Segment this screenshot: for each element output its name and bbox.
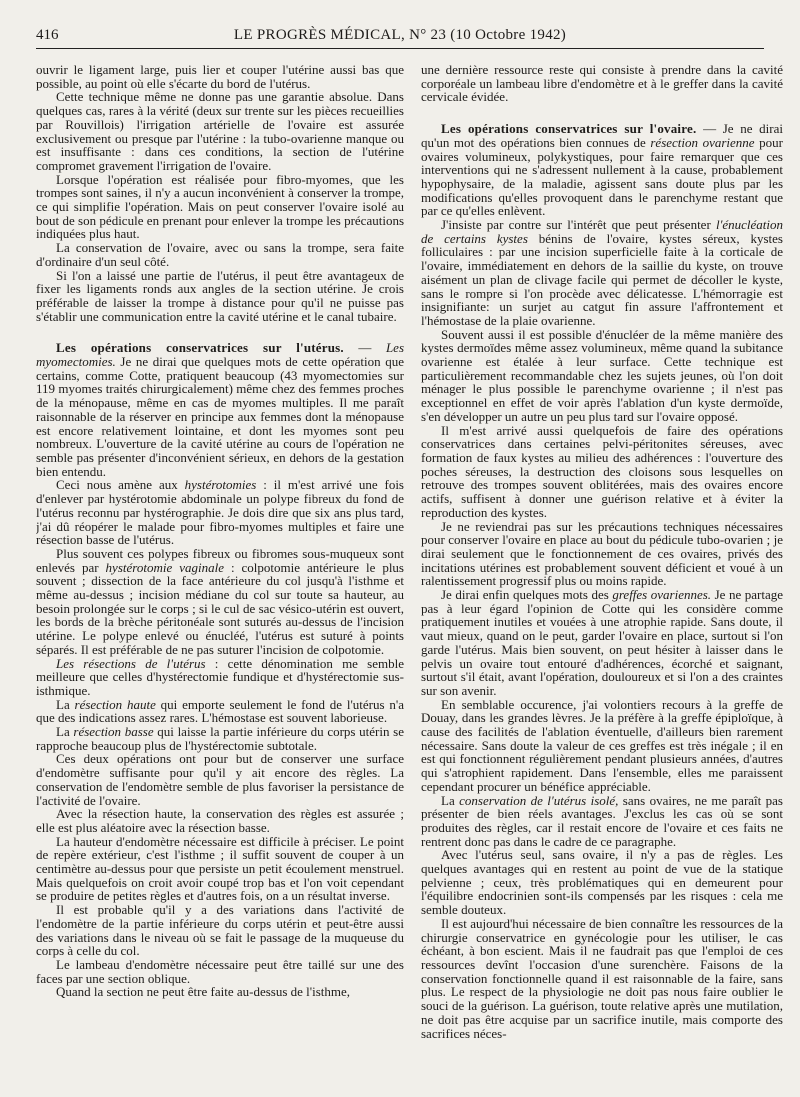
paragraph	[36, 725, 404, 752]
paragraph	[36, 657, 404, 698]
section-gap	[36, 323, 404, 331]
paragraph	[36, 698, 404, 725]
paragraph: Il est probable qu'il y a des variations dans l'activité de l'endomètre de la partie inférieure du corps utérin et peut-être aussi des variations dans le niveau où se fait le passage de la muqueuse du corps à celle du col.	[36, 902, 404, 959]
paragraph-text: Plus souvent ces polypes fibreux ou fibromes sous-muqueux sont enlevés par	[36, 545, 404, 575]
paragraph-text: bénins de l'ovaire, kystes séreux, kystes folliculaires : par une incision superficielle faite à la corticale de l'ovaire, immédiatement en dehors de la saillie du kyste, on trouve aisément un plan de clivage facile qui permet de décoller le kyste, sans le rompre si l'on procède avec délicatesse. L'hémorragie est insignifiante: un surjet au catgut fin assure l'affrontement et l'hémostase de la plaie ovarienne.	[421, 230, 783, 328]
paragraph-text: J'insiste par contre sur l'intérêt que peut présenter	[441, 217, 716, 233]
paragraph-text: Je ne dirai que quelques mots de cette opération que certains, comme Cotte, pratiquent beaucoup (43 myomectomies sur 119 myomes traités chirurgicalement) même chez des femmes proches de la ménopause, même en cas de myomes multiples. Il me paraît raisonnable de la réserver en principe aux femmes dont la ménopause est encore relativement lointaine, et dont les myomes sont peu nombreux. L'ouverture de la cavité utérine au cours de l'opération ne semble pas présenter d'inconvénient sérieux, en dehors de la gestation bien entendu.	[36, 354, 404, 479]
section-heading-uterus: Les opérations conservatrices sur l'utérus.	[56, 340, 344, 356]
term-conservation-uterus: conservation de l'utérus isolé,	[459, 792, 619, 808]
paragraph: La conservation de l'ovaire, avec ou sans la trompe, sera faite d'ordinaire d'un seul côté.	[36, 240, 404, 269]
section-uterus-paragraph	[36, 341, 404, 478]
paragraph	[36, 478, 404, 547]
paragraph-text: pour ovaires volumineux, polykystiques, pour faire remarquer que ces interventions qui ne s'adressent nullement à la cause, probablement hypophysaire, de la maladie, agissent sans doute plus par les modifications qu'elles provoquent dans le parenchyme restant que par ce qu'elles enlèvent.	[421, 134, 783, 219]
paragraph-text: : cette dénomination me semble meilleure que celles d'hystérectomie fundique et d'hystérectomie sus-isthmique.	[36, 655, 404, 698]
paragraph-text: sans ovaires, ne me paraît pas présenter de bien réels avantages. J'exclus les cas où se sont produites des règles, car il restait encore de l'ovaire et ces faits ne rentrent donc pas dans le cadre de ce paragraphe.	[421, 792, 783, 849]
section-heading-ovary: Les opérations conservatrices sur l'ovaire.	[441, 121, 697, 137]
term-hysterotomie-vaginale: hystérotomie vaginale	[105, 559, 224, 575]
paragraph-text: La	[441, 792, 460, 808]
paragraph: Cette technique même ne donne pas une garantie absolue. Dans quelques cas, rares à la vérité (deux sur trente sur les pièces recueillies par Rouvillois) l'irrigation artérielle de l'ovaire est assurée exclusivement ou presque par l'utérine : la tubo-ovarienne manque ou est insuffisante : dans ces conditions, la section de l'utérine compromet gravement l'irrigation de l'ovaire.	[36, 89, 404, 173]
right-column	[421, 63, 783, 1083]
paragraph-text: qui laisse la partie inférieure du corps utérin se rapproche beaucoup plus de l'hystérectomie subtotale.	[36, 724, 404, 753]
paragraph: Ces deux opérations ont pour but de conserver une surface d'endomètre suffisante pour qu'il y ait encore des règles. La conservation de l'endomètre semble de plus favoriser la persistance de l'activité de l'ovaire.	[36, 751, 404, 808]
paragraph-text: Ceci nous amène aux	[56, 477, 185, 493]
term-resection-haute: résection haute	[74, 696, 156, 712]
paragraph: Quand la section ne peut être faite au-dessus de l'isthme,	[56, 984, 351, 1000]
paragraph-text: La	[56, 724, 74, 740]
paragraph: Je ne reviendrai pas sur les précautions techniques nécessaires pour conserver l'ovaire en place au bout du pédicule tubo-ovarien ; je dirai seulement que le fonctionnement de ces ovaires, privés des incitations utérines est probablement souvent déficient et voué à un ralentissement progressif plus ou moins rapide.	[421, 518, 783, 589]
journal-title: LE PROGRÈS MÉDICAL, N° 23 (10 Octobre 1942)	[233, 27, 567, 43]
paragraph: Il m'est arrivé aussi quelquefois de faire des opérations conservatrices dans certaines pelvi-péritonites séreuses, avec formation de faux kystes au milieu des adhérences : l'ouverture des poches séreuses, la destruction des cloisons sous lesquelles on retrouve des trompes souvent oblitérées, mais des ovaires encore actifs, suffisent à donner une guérison relative et à éviter la reproduction des kystes.	[421, 422, 783, 520]
paragraph: Le lambeau d'endomètre nécessaire peut être taillé sur une des faces par une section oblique.	[36, 957, 404, 986]
term-hysterotomies: hystérotomies	[184, 477, 257, 493]
term-greffes-ovariennes: greffes ovariennes.	[612, 587, 712, 603]
paragraph: Il est aujourd'hui nécessaire de bien connaître les ressources de la chirurgie conservatrice en gynécologie pour les utiliser, le cas échéant, à bon escient. Mais il ne faudrait pas que l'emploi de ces ressources devînt l'occasion d'une surenchère. Faisons de la conservation fonctionnelle quand il est raisonnable de la faire, sans plus. Le respect de la physiologie ne doit pas nous faire oublier le souci de la guérison. La guérison, toute relative après une mutilation, ne doit pas être acquise par un sacrifice inutile, mais comporte des sacrifices néces-	[421, 915, 783, 1041]
page-number: 416	[36, 27, 59, 43]
term-myomectomies: Les myomectomies.	[36, 340, 404, 370]
paragraph: Souvent aussi il est possible d'énucléer de la même manière des kystes dermoïdes même assez volumineux, même quand la subitance ovarienne est étalée à leur surface. Cette technique est particulièrement recommandable chez les sujets jeunes, où l'on doit ménager le plus possible le parenchyme ovarienne ; il n'est pas exceptionnel en effet de voir après l'ablation d'un kyste dermoïde, s'en développer un autre un peu plus tard sur l'ovaire opposé.	[421, 326, 783, 424]
paragraph-text: qui emporte seulement le fond de l'utérus n'a que des indications assez rares. L'hémostase est souvent laborieuse.	[36, 696, 404, 726]
paragraph	[36, 547, 404, 657]
paragraph: Lorsque l'opération est réalisée pour fibro-myomes, que les trompes sont saines, il n'y a aucun inconvénient à conserver la trompe, ce qui simplifie l'opération. Mais on peut conserver l'ovaire isolé au bout de son pédicule en prenant pour enlever la trompe les précautions indiquées plus haut.	[36, 171, 404, 242]
paragraph-text: Je dirai enfin quelques mots des	[441, 587, 613, 603]
paragraph: Avec l'utérus seul, sans ovaire, il n'y a pas de règles. Les quelques avantages qui en restent au point de vue de la statique pelvienne ; ceux, très problématiques qui en demeurent pour l'équilibre endocrinien sont-ils compensés par les risques : cela me semble douteux.	[421, 847, 783, 918]
paragraph	[421, 794, 783, 849]
heading-dash: —	[343, 340, 386, 356]
term-resection-ovarienne: résection ovarienne	[650, 134, 755, 150]
paragraph	[421, 218, 783, 328]
section-ovary-paragraph	[421, 122, 783, 218]
section-gap	[421, 104, 783, 112]
paragraph-text: : colpotomie antérieure le plus souvent ; dissection de la face antérieure du col jusqu'à l'isthme et même au-dessus ; incision médiane du col sur toute sa hauteur, au besoin prolongée sur le corps ; si le cul de sac vésico-utérin est ouvert, les bords de la brèche péritonéale sont suturés au-dessus de l'incision utérine. Le polype enlevé ou énucléé, l'utérus est suturé à points séparés. Il est préférable de ne pas suturer l'incision de colpotomie.	[36, 559, 404, 657]
heading-dash: —	[696, 121, 723, 137]
paragraph-text: La	[56, 696, 75, 712]
paragraph: En semblable occurence, j'ai volontiers recours à la greffe de Douay, dans les grandes lèvres. Je la préfère à la greffe épiploïque, à cause des facilités de l'ablation éventuelle, d'ailleurs bien rarement nécessaire. Sans doute la valeur de ces greffes est très inégale ; il en est qui fonctionnent régulièrement pendant plusieurs années, d'autres qui s'atrophient rapidement. Dans l'ensemble, elles me paraissent cependant procurer un bénéfice appréciable.	[421, 696, 783, 794]
term-resection-basse: résection basse	[73, 724, 154, 740]
page-header	[36, 24, 764, 49]
paragraph: La hauteur d'endomètre nécessaire est difficile à préciser. Le point de repère extérieur, c'est l'isthme ; il suffit souvent de couper à un centimètre au-dessus pour que persiste un petit écoulement menstruel. Mais quelquefois on croit avoir coupé trop bas et l'on voit cependant se produire de petites règles et d'autres fois, on a un résultat inverse.	[36, 833, 404, 904]
paragraph-text: : il m'est arrivé une fois d'enlever par hystérotomie abdominale un polype fibreux du fond de l'utérus reconnu par hystérographie. Je dois dire que six ans plus tard, j'ai dû réopérer le malade pour fibro-myomes multiples et faire une résection basse de l'utérus.	[36, 477, 404, 548]
paragraph-text: Je ne partage pas à leur égard l'opinion de Cotte qui les considère comme pratiquement inutiles et vouées à une atrophie rapide. Sans doute, il vaut mieux, quand on le peut, garder l'ovaire en place, surtout si l'on garde l'utérus. Mais bien souvent, on peut hésiter à laisser dans le pelvis un ovaire tout entouré d'adhérences, écorché et saignant, surtout s'il était, avant l'opération, douloureux et si l'on a des craintes sur son avenir.	[421, 587, 783, 698]
paragraph: Avec la résection haute, la conservation des règles est assurée ; elle est plus aléatoire avec la résection basse.	[36, 806, 404, 835]
paragraph	[421, 588, 783, 698]
paragraph-text: Je ne dirai qu'un mot des opérations bien connues de	[421, 121, 783, 150]
paragraph: ouvrir le ligament large, puis lier et couper l'utérine aussi bas que possible, au point où elle s'écarte du bord de l'utérus.	[36, 63, 404, 91]
paragraph: Si l'on a laissé une partie de l'utérus, il peut être avantageux de fixer les ligaments ronds aux angles de la section utérine. Je crois préférable de laisser la trompe à distance pour qu'il ne puisse pas s'établir une communication entre la cavité utérine et le canal tubaire.	[36, 267, 404, 324]
paragraph: une dernière ressource reste qui consiste à prendre dans la cavité corporéale un lambeau libre d'endomètre et à le greffer dans la cavité cervicale évidée.	[421, 63, 783, 105]
term-enucleation: l'énucléation de certains kystes	[421, 217, 783, 246]
left-column	[36, 63, 404, 1083]
term-resections: Les résections de l'utérus	[56, 655, 206, 671]
